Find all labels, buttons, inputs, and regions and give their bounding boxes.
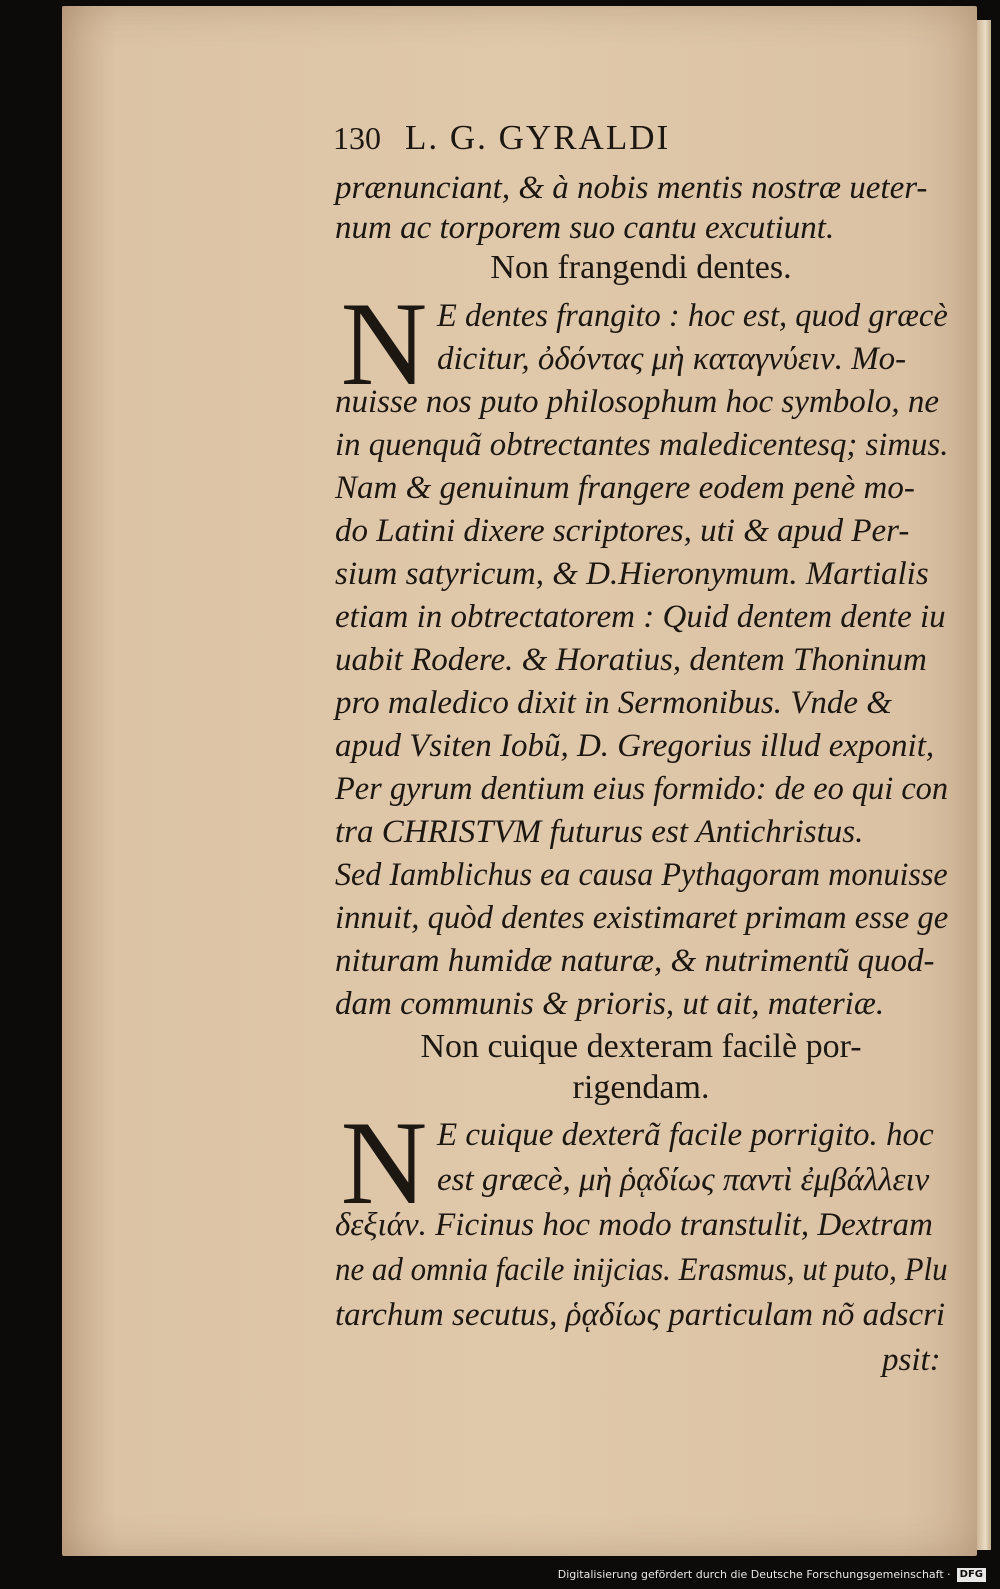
footer-text: Digitalisierung gefördert durch die Deutsche Forschungsgemeinschaft · — [557, 1568, 951, 1581]
text-line: uabit Rodere. & Horatius, dentem Thoninum — [335, 642, 927, 678]
text-line: prænunciant, & à nobis mentis nostræ ueter- — [335, 170, 928, 206]
page-number: 130 — [333, 120, 381, 156]
drop-cap: N — [340, 1096, 428, 1229]
text-line: ne ad omnia facile inijcias. Erasmus, ut puto, Plu — [335, 1252, 948, 1288]
text-line: sium satyricum, & D.Hieronymum. Martialis — [335, 556, 929, 592]
text-line: Sed Iamblichus ea causa Pythagoram monuisse — [335, 857, 948, 893]
running-title: L. G. GYRALDI — [405, 118, 671, 157]
text-line: num ac torporem suo cantu excutiunt. — [335, 210, 835, 246]
text-line: δεξιάν. Ficinus hoc modo transtulit, Dextram — [335, 1207, 933, 1243]
running-head — [333, 118, 670, 158]
text-line: dicitur, ὀδόντας μὴ καταγνύειν. Mo- — [437, 341, 907, 377]
text-line: innuit, quòd dentes existimaret primam esse ge — [335, 900, 949, 936]
text-line: pro maledico dixit in Sermonibus. Vnde & — [335, 685, 892, 721]
text-line: dam communis & prioris, ut ait, materiæ. — [335, 986, 885, 1022]
text-line: Per gyrum dentium eius formido: de eo qui con — [335, 771, 949, 807]
text-line: E dentes frangito : hoc est, quod græcè — [437, 298, 948, 334]
text-line: do Latini dixere scriptores, uti & apud Per- — [335, 513, 910, 549]
text-line: apud Vsiten Iobũ, D. Gregorius illud exponit, — [335, 728, 935, 764]
text-line: psit: — [882, 1342, 941, 1378]
text-line: nituram humidæ naturæ, & nutrimentũ quod- — [335, 943, 935, 979]
dfg-logo: DFG — [957, 1568, 986, 1582]
section-heading: rigendam. — [572, 1069, 710, 1106]
text-line: tra CHRISTVM futurus est Antichristus. — [335, 814, 864, 850]
text-line: nuisse nos puto philosophum hoc symbolo, ne — [335, 384, 940, 420]
drop-cap: N — [340, 277, 428, 410]
section-heading: Non frangendi dentes. — [490, 249, 792, 286]
text-line: etiam in obtrectatorem : Quid dentem dente iu — [335, 599, 946, 635]
text-line: est græcè, μὴ ῥᾳδίως παντὶ ἐμβάλλειν — [437, 1162, 930, 1198]
text-line: in quenquã obtrectantes maledicentesq; simus. — [335, 427, 949, 463]
text-line: E cuique dexterã facile porrigito. hoc — [437, 1117, 934, 1153]
section-heading: Non cuique dexteram facilè por- — [420, 1028, 862, 1065]
text-line: tarchum secutus, ῥᾳδίως particulam nõ adscri — [335, 1297, 946, 1333]
page-edge — [977, 20, 991, 1550]
digitization-footer — [558, 1565, 986, 1585]
text-line: Nam & genuinum frangere eodem penè mo- — [335, 470, 915, 506]
